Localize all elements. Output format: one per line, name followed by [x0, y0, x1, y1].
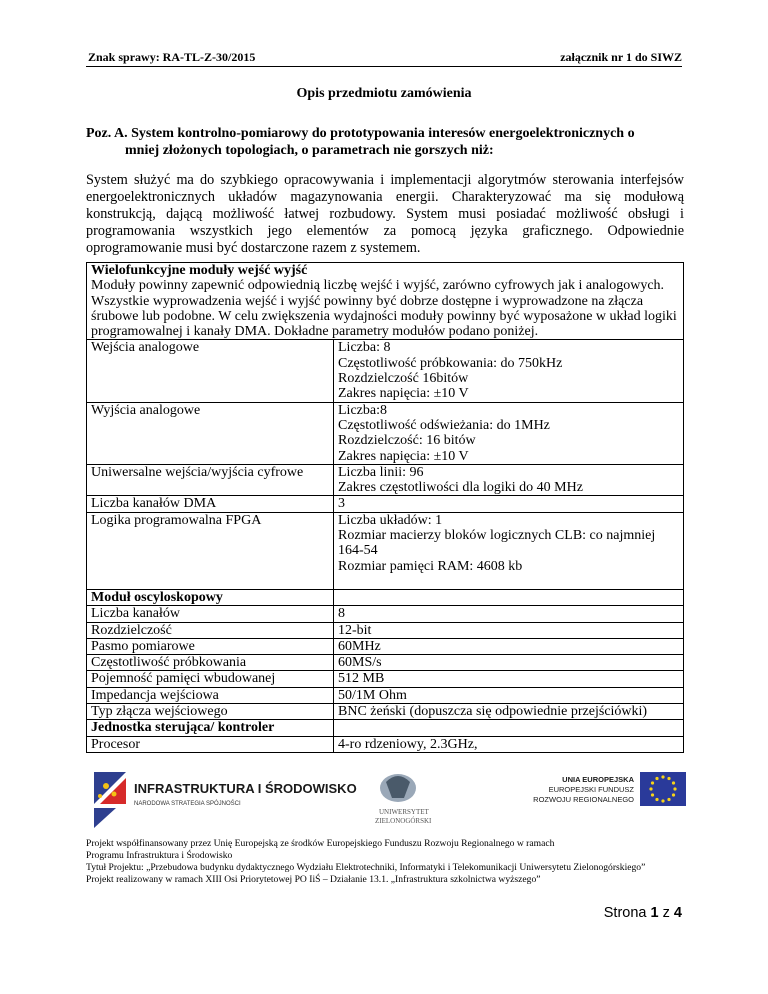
- spec-label: Logika programowalna FPGA: [87, 512, 334, 589]
- spec-value-line: Rozmiar macierzy bloków logicznych CLB: co najmniej 164-54: [338, 528, 656, 559]
- intro-paragraph: System służyć ma do szybkiego opracowywania i implementacji algorytmów sterowania interfejsów energoelektronicznych układów magazynowania energii. Charakteryzować ma się modułową konstrukcją, dającą możliwość łatwej rozbudowy. System musi posiadać możliwość obsługi i programowania wszystkich jego elementów za pomocą języka graficznego. Odpowiednie oprogramowanie musi być dostarczone razem z systemem.: [86, 172, 684, 256]
- case-number: Znak sprawy: RA-TL-Z-30/2015: [88, 50, 256, 64]
- spec-value: 12-bit: [334, 622, 684, 638]
- eu-star: [651, 781, 654, 784]
- eu-star: [661, 799, 664, 802]
- io-header-row: [87, 263, 684, 340]
- university-logo: [375, 774, 432, 825]
- spec-value: [334, 340, 684, 402]
- spec-value-line: Zakres napięcia: ±10 V: [338, 448, 469, 464]
- spec-label: Uniwersalne wejścia/wyjścia cyfrowe: [87, 464, 334, 496]
- section-heading-line1: Poz. A. System kontrolno-pomiarowy do prototypowania interesów energoelektronicznych o: [86, 126, 635, 141]
- document-title: Opis przedmiotu zamówienia: [296, 86, 472, 101]
- spec-value-line: Częstotliwość odświeżania: do 1MHz: [338, 417, 550, 433]
- spec-label: Impedancja wejściowa: [87, 687, 334, 703]
- footer-text: [86, 838, 684, 886]
- io-description: Moduły powinny zapewnić odpowiednią liczbę wejść i wyjść, zarówno cyfrowych jak i analogowych. Wszystkie wyprowadzenia wejść i wyjść powinny być dobrze dostępne i wyprowadzone na złącza śrubowe lub podobne. W celu zwiększenia wydajności moduły powinny być wyposażone w układ logiki programowalnej i kanały DMA. Dokładne parametry modułów podano poniżej.: [91, 278, 677, 340]
- eu-line3: ROZWOJU REGIONALNEGO: [533, 795, 634, 804]
- footer-line: Projekt współfinansowany przez Unię Europejską ze środków Europejskiego Funduszu Rozwoju Regionalnego w ramach: [86, 838, 555, 849]
- footer-line: Projekt realizowany w ramach XIII Osi Priorytetowej PO IiŚ – Działanie 13.1. „Infrastruktura szkolnictwa wyższego”: [86, 874, 541, 885]
- header-divider: [86, 66, 682, 67]
- infra-star: [98, 794, 102, 798]
- eu-line1: UNIA EUROPEJSKA: [562, 775, 634, 784]
- spec-value-line: Rozmiar pamięci RAM: 4608 kb: [338, 558, 523, 574]
- spec-label: Typ złącza wejściowego: [87, 704, 334, 720]
- spec-value: 60MHz: [334, 638, 684, 654]
- spec-label: Wejścia analogowe: [87, 340, 334, 402]
- page-label: Strona: [603, 905, 647, 921]
- spec-value: 60MS/s: [334, 655, 684, 671]
- spec-value: 512 MB: [334, 671, 684, 687]
- spec-value: 50/1M Ohm: [334, 687, 684, 703]
- attachment-label: załącznik nr 1 do SIWZ: [560, 50, 682, 64]
- eu-logo: [533, 772, 686, 806]
- spec-label: Procesor: [87, 736, 334, 752]
- spec-value-line: Zakres częstotliwości dla logiki do 40 MHz: [338, 480, 583, 496]
- spec-value: 4-ro rdzeniowy, 2.3GHz,: [334, 736, 684, 752]
- table-row: [87, 496, 684, 512]
- spec-value-line: Częstotliwość próbkowania: do 750kHz: [338, 355, 563, 371]
- spec-value-line: Liczba:8: [338, 402, 387, 418]
- table-row: [87, 340, 684, 402]
- page-current: 1: [650, 905, 659, 921]
- table-row: [87, 402, 684, 464]
- eu-star: [649, 787, 652, 790]
- table-row: [87, 687, 684, 703]
- section-heading: [86, 125, 684, 159]
- infra-star: [103, 783, 109, 789]
- spacer: [338, 574, 679, 589]
- spec-value: [334, 464, 684, 496]
- infrastruktura-logo: [94, 772, 357, 828]
- spec-label: Liczba kanałów: [87, 606, 334, 622]
- footer-line: Tytuł Projektu: „Przebudowa budynku dydaktycznego Wydziału Elektrotechniki, Informatyki i Telekomunikacji Uniwersytetu Zielonogórskiego”: [86, 862, 646, 873]
- table-row: [87, 622, 684, 638]
- spec-label: Wyjścia analogowe: [87, 402, 334, 464]
- spec-value-line: Rozdzielczość: 16 bitów: [338, 433, 476, 449]
- table-row: [87, 655, 684, 671]
- table-row: [87, 638, 684, 654]
- io-heading: Wielofunkcyjne moduły wejść wyjść: [91, 263, 308, 278]
- university-name-1: UNIWERSYTET: [379, 808, 429, 816]
- spec-value: BNC żeński (dopuszcza się odpowiednie przejściówki): [334, 704, 684, 720]
- eu-star: [655, 777, 658, 780]
- eu-star: [667, 798, 670, 801]
- infra-subtitle: NARODOWA STRATEGIA SPÓJNOŚCI: [134, 801, 241, 807]
- ctrl-heading: Jednostka sterująca/ kontroler: [87, 720, 334, 736]
- infra-title: INFRASTRUKTURA I ŚRODOWISKO: [134, 781, 357, 796]
- eu-star: [672, 793, 675, 796]
- table-row: [87, 671, 684, 687]
- spec-label: Pojemność pamięci wbudowanej: [87, 671, 334, 687]
- spec-value-line: 3: [338, 496, 345, 512]
- table-row: [87, 464, 684, 496]
- eu-star: [655, 798, 658, 801]
- infra-blue-shape-2: [94, 808, 116, 828]
- spec-value: 8: [334, 606, 684, 622]
- spec-value-line: Liczba układów: 1: [338, 512, 443, 528]
- osc-header-row: [87, 589, 684, 605]
- osc-heading: Moduł oscyloskopowy: [87, 589, 334, 605]
- section-heading-line2: mniej złożonych topologiach, o parametrach nie gorszych niż:: [125, 143, 494, 158]
- spec-value-line: Rozdzielczość 16bitów: [338, 371, 469, 387]
- page-number: [604, 905, 682, 921]
- page-total: 4: [673, 905, 682, 921]
- spec-label: Liczba kanałów DMA: [87, 496, 334, 512]
- infra-star: [112, 792, 117, 797]
- io-header-cell: [87, 263, 684, 340]
- spec-label: Częstotliwość próbkowania: [87, 655, 334, 671]
- eu-star: [672, 781, 675, 784]
- spec-value: [334, 402, 684, 464]
- empty-cell: [334, 720, 684, 736]
- eu-star: [661, 775, 664, 778]
- spec-label: Rozdzielczość: [87, 622, 334, 638]
- university-name-2: ZIELONOGÓRSKI: [375, 817, 432, 825]
- eu-star: [667, 777, 670, 780]
- spec-value-line: Liczba: 8: [338, 340, 391, 356]
- spec-value: [334, 496, 684, 512]
- spec-value: [334, 512, 684, 589]
- footer-line: Programu Infrastruktura i Środowisko: [86, 850, 233, 861]
- spec-value-line: Zakres napięcia: ±10 V: [338, 386, 469, 402]
- eu-line2: EUROPEJSKI FUNDUSZ: [548, 785, 634, 794]
- spec-label: Pasmo pomiarowe: [87, 638, 334, 654]
- table-row: [87, 704, 684, 720]
- spec-value-line: Liczba linii: 96: [338, 464, 424, 480]
- logo-bar: [86, 768, 686, 828]
- empty-cell: [334, 589, 684, 605]
- eu-star: [673, 787, 676, 790]
- ctrl-header-row: [87, 720, 684, 736]
- page-separator: z: [662, 905, 670, 921]
- table-row: [87, 512, 684, 589]
- eu-star: [651, 793, 654, 796]
- spec-table: [86, 262, 684, 753]
- logo-strip: [86, 768, 686, 832]
- table-row: [87, 606, 684, 622]
- table-row: [87, 736, 684, 752]
